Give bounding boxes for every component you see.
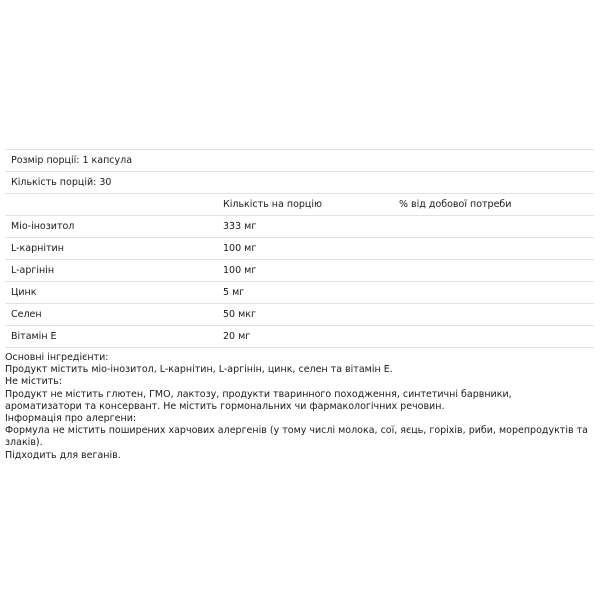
serving-size-row (5, 150, 594, 172)
ingredient-amount: 100 мг (223, 243, 257, 254)
servings-count-row (5, 172, 594, 194)
table-header-row (5, 194, 594, 216)
allergens-title: Інформація про алергени: (5, 413, 137, 425)
not-contains-text: Продукт не містить глютен, ГМО, лактозу, продукти тваринного походження, синтетичні барвники, ароматизатори та консервант. Не містить гормональних чи фармакологічних речовин. (5, 388, 512, 412)
ingredient-amount: 20 мг (223, 331, 251, 342)
ingredients-title: Основні інгредієнти: (5, 352, 109, 363)
ingredient-name: Селен (11, 309, 42, 320)
ingredient-amount: 100 мг (223, 265, 257, 276)
ingredient-name: L-карнітин (11, 243, 64, 254)
table-row (5, 304, 594, 326)
ingredient-amount: 5 мг (223, 287, 245, 298)
ingredients-text: Продукт містить міо-інозитол, L-карнітин, L-аргінін, цинк, селен та вітамін Е. (5, 364, 393, 376)
ingredient-name: L-аргінін (11, 265, 55, 276)
ingredient-amount: 50 мкг (223, 309, 257, 320)
daily-value-header: % від добової потреби (399, 199, 512, 210)
table-row (5, 326, 594, 348)
table-row (5, 216, 594, 238)
allergens-text: Формула не містить поширених харчових алергенів (у тому числі молока, сої, яєць, горіхів, риби, морепродуктів та злаків). (5, 425, 588, 449)
supplement-facts-table (5, 149, 594, 348)
table-row (5, 282, 594, 304)
servings-count: Кількість порцій: 30 (11, 177, 112, 188)
vegan-text: Підходить для веганів. (5, 449, 121, 461)
table-row (5, 238, 594, 260)
ingredient-name: Цинк (11, 287, 37, 298)
ingredient-name: Вітамін Е (11, 331, 57, 342)
table-row (5, 260, 594, 282)
ingredient-name: Міо-інозитол (11, 221, 75, 232)
ingredient-amount: 333 мг (223, 221, 257, 232)
serving-size: Розмір порції: 1 капсула (11, 155, 133, 166)
product-notes (5, 352, 590, 462)
not-contains-title: Не містить: (5, 376, 63, 388)
amount-header: Кількість на порцію (223, 199, 323, 210)
